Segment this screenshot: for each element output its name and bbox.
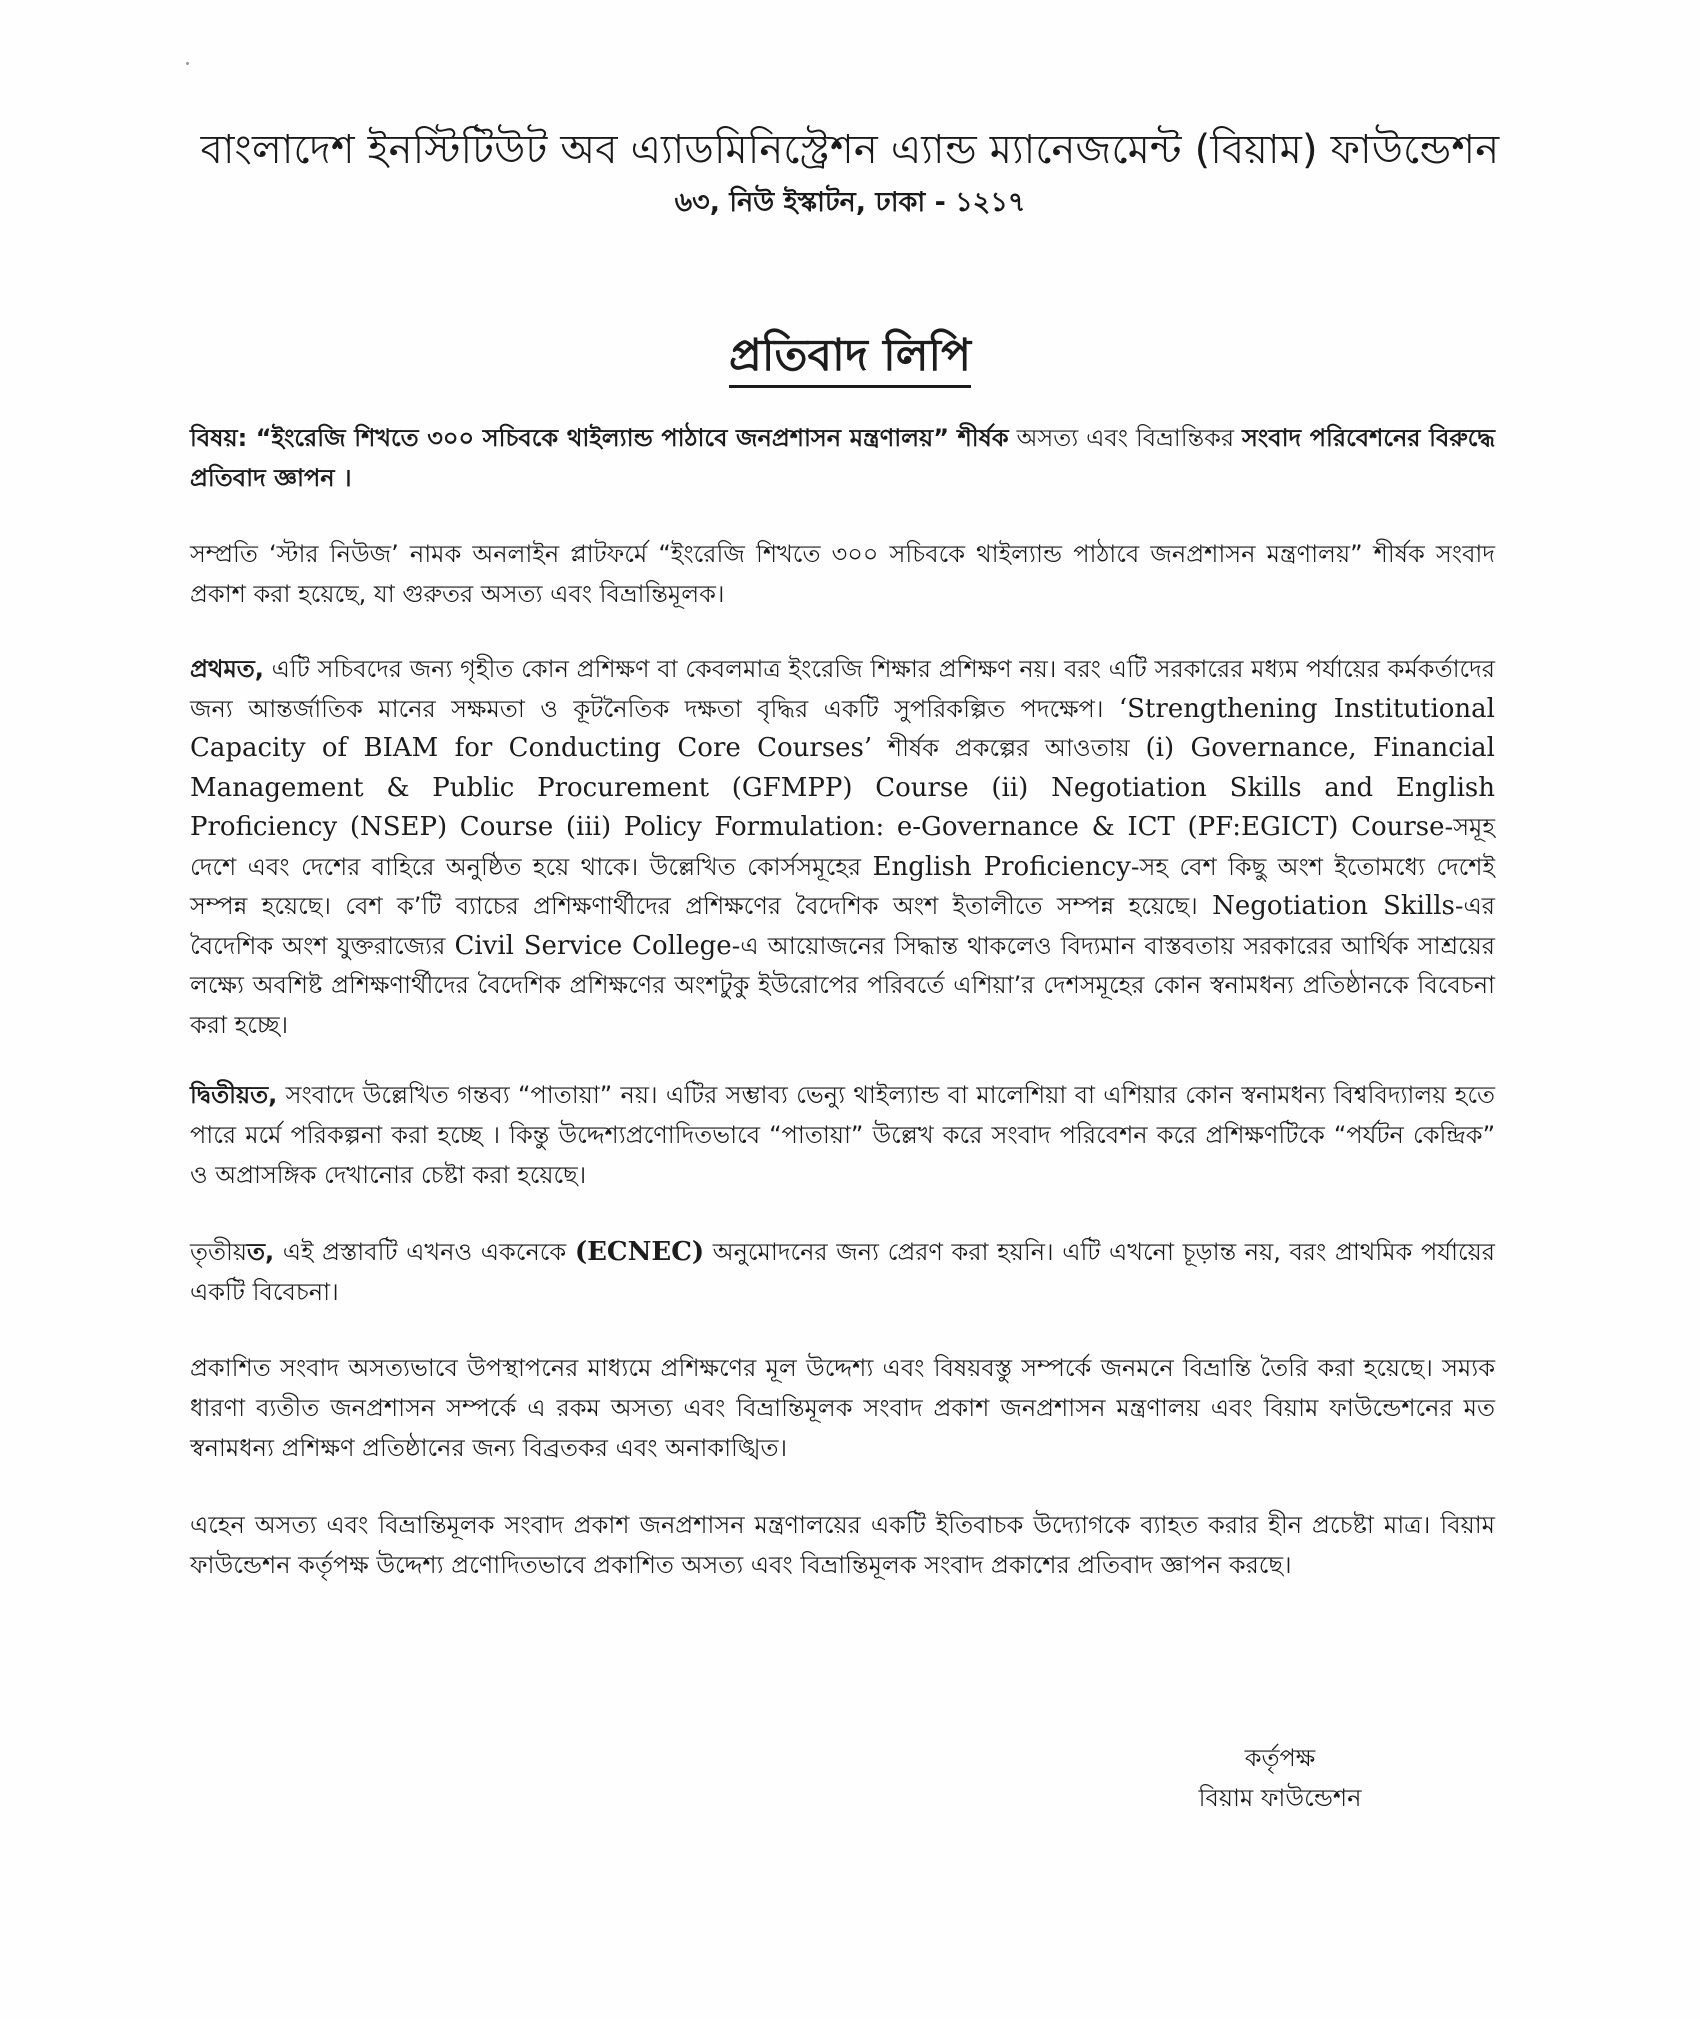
paragraph-first-text-4: -সহ বেশ কিছু অংশ ইতোমধ্যে দেশেই সম্পন্ন হয়েছে। বেশ ক’টি ব্যাচের প্রশিক্ষণার্থীদের প্রশিক্ষণের বৈদেশিক অংশ ইতালীতে সম্পন্ন হয়েছে।: [190, 852, 1495, 920]
organization-name: বাংলাদেশ ইনস্টিটিউট অব এ্যাডমিনিস্ট্রেশন এ্যান্ড ম্যানেজমেন্ট (বিয়াম) ফাউন্ডেশন: [200, 127, 1500, 173]
paragraph-first-point: [190, 650, 1495, 1045]
paragraph-third-point: [190, 1232, 1495, 1312]
subject-line: [190, 418, 1495, 498]
subject-middle: অসত্য এবং বিভ্রান্তিকর: [1008, 424, 1243, 452]
paragraph-first-text-1: এটি সচিবদের জন্য গৃহীত কোন প্রশিক্ষণ বা কেবলমাত্র ইংরেজি শিক্ষার প্রশিক্ষণ নয়। বরং এটি সরকারের মধ্যম পর্যায়ের কর্মকর্তাদের জন্য আন্তর্জাতিক মানের সক্ষমতা ও কূটনৈতিক দক্ষতা বৃদ্ধির একটি সুপরিকল্পিত পদক্ষেপ।: [190, 655, 1495, 723]
subject-heading: বিষয়: “ইংরেজি শিখতে ৩০০ সচিবকে থাইল্যান্ড পাঠাবে জনপ্রশাসন মন্ত্রণালয়” শীর্ষক: [190, 424, 1009, 452]
paragraph-third-text-1: এই প্রস্তাবটি এখনও একনেকে: [274, 1238, 575, 1266]
paragraph-second-lead: দ্বিতীয়ত,: [190, 1081, 278, 1109]
document-title-wrapper: [0, 322, 1700, 395]
civil-service-college-term: Civil Service College: [454, 930, 732, 961]
subject-ending: সংবাদ পরিবেশনের বিরুদ্ধে প্রতিবাদ জ্ঞাপন ।: [190, 424, 1495, 492]
english-proficiency-term: English Proficiency: [872, 851, 1131, 882]
paragraph-third-lead-bold: ত,: [247, 1238, 275, 1266]
paragraph-impact: প্রকাশিত সংবাদ অসত্যভাবে উপস্থাপনের মাধ্যমে প্রশিক্ষণের মূল উদ্দেশ্য এবং বিষয়বস্তু সম্পর্কে জনমনে বিভ্রান্তি তৈরি করা হয়েছে। সম্যক ধারণা ব্যতীত জনপ্রশাসন সম্পর্কে এ রকম অসত্য এবং বিভ্রান্তিমূলক সংবাদ প্রকাশ জনপ্রশাসন মন্ত্রণালয় এবং বিয়াম ফাউন্ডেশনের মত স্বনামধন্য প্রশিক্ষণ প্রতিষ্ঠানের জন্য বিব্রতকর এবং অনাকাঙ্খিত।: [190, 1354, 1495, 1462]
negotiation-skills-term: Negotiation Skills: [1212, 891, 1455, 921]
signature-authority: কর্তৃপক্ষ: [1244, 1744, 1316, 1772]
paragraph-first-text-2: শীর্ষক প্রকল্পের আওতায়: [872, 734, 1146, 762]
signature-organization: বিয়াম ফাউন্ডেশন: [1198, 1784, 1362, 1812]
paragraph-third-lead-normal: তৃতীয়: [190, 1238, 248, 1266]
project-title: ‘Strengthening Institutional Capacity of BIAM for Conducting Core Courses’: [190, 693, 1495, 763]
paragraph-third-text-2: অনুমোদনের জন্য প্রেরণ করা হয়নি। এটি এখনো চূড়ান্ত নয়, বরং প্রাথমিক পর্যায়ের একটি বিবেচনা।: [190, 1238, 1495, 1306]
paragraph-intro: সম্প্রতি ‘স্টার নিউজ’ নামক অনলাইন প্লাটফর্মে “ইংরেজি শিখতে ৩০০ সচিবকে থাইল্যান্ড পাঠাবে জনপ্রশাসন মন্ত্রণালয়” শীর্ষক সংবাদ প্রকাশ করা হয়েছে, যা গুরুতর অসত্য এবং বিভ্রান্তিমূলক।: [190, 540, 1495, 608]
paragraph-first-text-3: -সমূহ দেশে এবং দেশের বাহিরে অনুষ্ঠিত হয়ে থাকে। উল্লেখিত কোর্সসমূহের: [190, 813, 1495, 881]
ecnec-term: (ECNEC): [574, 1237, 705, 1267]
paragraph-first-text-6: -এ আয়োজনের সিদ্ধান্ত থাকলেও বিদ্যমান বাস্তবতায় সরকারের আর্থিক সাশ্রয়ের লক্ষ্যে অবশিষ্ট প্রশিক্ষণার্থীদের বৈদেশিক প্রশিক্ষণের অংশটুকু ইউরোপের পরিবর্তে এশিয়া’র দেশসমূহের কোন স্বনামধন্য প্রতিষ্ঠানকে বিবেচনা করা হচ্ছে।: [190, 931, 1495, 1039]
paragraph-first-text-5: -এর বৈদেশিক অংশ যুক্তরাজ্যের: [190, 892, 1495, 960]
paragraph-conclusion: এহেন অসত্য এবং বিভ্রান্তিমূলক সংবাদ প্রকাশ জনপ্রশাসন মন্ত্রণালয়ের একটি ইতিবাচক উদ্যোগকে ব্যাহত করার হীন প্রচেষ্টা মাত্র। বিয়াম ফাউন্ডেশন কর্তৃপক্ষ উদ্দেশ্য প্রণোদিতভাবে প্রকাশিত অসত্য এবং বিভ্রান্তিমূলক সংবাদ প্রকাশের প্রতিবাদ জ্ঞাপন করছে।: [190, 1511, 1495, 1579]
paragraph-first-lead: প্রথমত,: [190, 655, 264, 683]
scan-speck: [186, 62, 189, 65]
paragraph-second-point: [190, 1075, 1495, 1195]
document-title: প্রতিবাদ লিপি: [729, 330, 971, 388]
course-list: (i) Governance, Financial Management & Public Procurement (GFMPP) Course (ii) Negotiation Skills and English Proficiency (NSEP) Course (iii) Policy Formulation: e-Governance & ICT (PF:EGICT) Course: [190, 733, 1495, 842]
organization-address: ৬৩, নিউ ইস্কাটন, ঢাকা - ১২১৭: [674, 187, 1026, 218]
paragraph-second-text: সংবাদে উল্লেখিত গন্তব্য “পাতায়া” নয়। এটির সম্ভাব্য ভেন্যু থাইল্যান্ড বা মালেশিয়া বা এশিয়ার কোন স্বনামধন্য বিশ্ববিদ্যালয় হতে পারে মর্মে পরিকল্পনা করা হচ্ছে । কিন্তু উদ্দেশ্যপ্রণোদিতভাবে “পাতায়া” উল্লেখ করে সংবাদ পরিবেশন করে প্রশিক্ষণটিকে “পর্যটন কেন্দ্রিক” ও অপ্রাসঙ্গিক দেখানোর চেষ্টা করা হয়েছে।: [190, 1081, 1495, 1189]
